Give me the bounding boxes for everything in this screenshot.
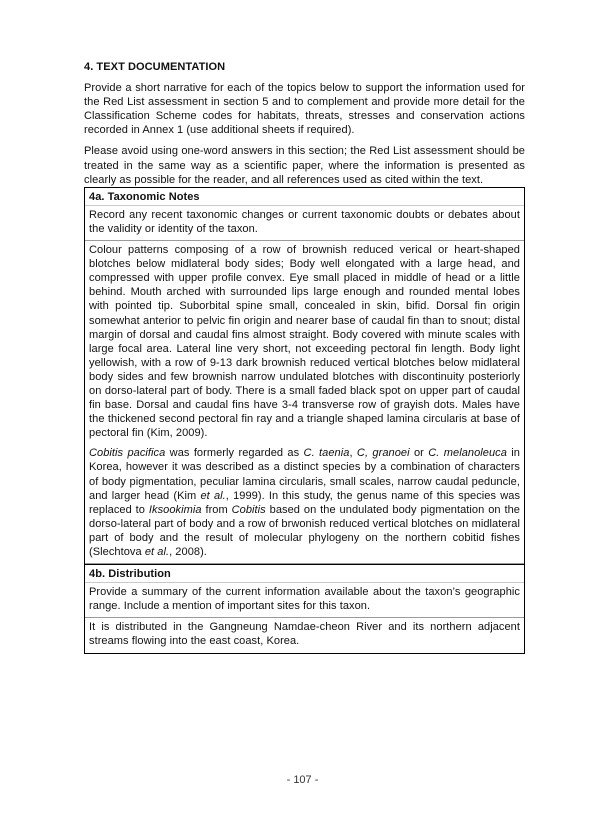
section-heading: 4. TEXT DOCUMENTATION — [84, 61, 226, 73]
italic-taxon-name: Cobitis pacifica — [89, 447, 166, 460]
distribution-instruction — [85, 583, 524, 618]
italic-taxon-name: C. taenia — [303, 447, 350, 460]
italic-taxon-name: C. melanoleuca — [428, 447, 507, 460]
history-text-run: , 2008). — [169, 546, 207, 558]
italic-taxon-name: Cobitis — [231, 503, 266, 516]
taxonomic-description: Colour patterns composing of a row of brownish reduced verical or heart-shaped blotches below midlateral body sides; Body well elongated with a large head, and compressed with upper profile convex. Eye small placed in middle of head or a little behind. Mouth arched with surrounded lips large enough and rounded mental lobes with pointed tip. Suborbital spine small, concealed in skin, bifid. Dorsal fin origin somewhat anterior to pelvic fin origin and nearer base of caudal fin than to snout; distal margin of dorsal and caudal fins almost straight. Body covered with minute scales with large focal area. Lateral line very short, not exceeding pectoral fin length. Body light yellowish, with a row of 9-13 dark brownish reduced vertical blotches below midlateral body sides and few brownish narrow undulated blotches with discontinuity posteriorly on dorso-lateral part of body. There is a small faded black spot on upper part of caudal fin base. Dorsal and caudal fins have 3-4 transverse row of grayish dots. Males have the thickened second pectoral fin ray and a triangle shaped lamina circularis at base of pectoral fin (Kim, 2009). — [89, 244, 520, 440]
italic-taxon-name: et al. — [144, 546, 170, 558]
history-text-run: , 1999). In this study, the genus name of this species was replaced to — [89, 489, 521, 516]
taxonomic-notes-answer — [85, 241, 524, 564]
history-text-run: from — [201, 503, 232, 516]
taxonomic-history — [89, 446, 520, 559]
distribution-answer — [85, 618, 524, 652]
taxonomic-instruction-text: Record any recent taxonomic changes or current taxonomic doubts or debates about the validity or identity of the taxon. — [89, 208, 520, 235]
distribution-heading: 4b. Distribution — [85, 564, 524, 583]
history-text-run: in Korea, however it was described as a distinct species by a combination of characters of body pigmentation, peculiar lamina circularis, small scales, narrow caudal peduncle, and larger head (Kim — [89, 447, 520, 502]
italic-taxon-name: et al. — [200, 489, 226, 502]
page-number: - 107 - — [286, 774, 319, 786]
italic-taxon-name: Iksookimia — [148, 503, 202, 516]
history-text-run: was formerly regarded as — [165, 447, 304, 460]
history-text-run: , — [349, 447, 357, 460]
distribution-instruction-text: Provide a summary of the current information available about the taxon’s geographic range. Include a mention of important sites for this taxon. — [89, 586, 520, 613]
italic-taxon-name: C, granoei — [356, 447, 410, 460]
documentation-table — [84, 187, 525, 654]
document-page — [84, 60, 525, 654]
history-text-run: or — [409, 447, 429, 460]
intro-paragraph-2: Please avoid using one-word answers in this section; the Red List assessment should be treated in the same way as a scientific paper, where the information is presented as clearly as possible for the reader, and all references used as cited within the text. — [84, 145, 525, 186]
taxonomic-notes-heading: 4a. Taxonomic Notes — [85, 188, 524, 206]
intro-paragraph-1: Provide a short narrative for each of the topics below to support the information used for the Red List assessment in section 5 and to complement and provide more detail for the Classification Scheme codes for habitats, threats, stresses and conservation actions recorded in Annex 1 (use additional sheets if required). — [84, 82, 525, 137]
history-text-run: based on the undulated body pigmentation on the dorso-lateral part of body and a row of brwonish reduced vertical blotches on midlateral part of body and the result of molecular phylogeny on the northern cobitid fishes (Slechtova — [89, 503, 520, 558]
distribution-answer-text: It is distributed in the Gangneung Namdae-cheon River and its northern adjacent streams flowing into the east coast, Korea. — [89, 621, 520, 648]
taxonomic-notes-instruction — [85, 206, 524, 241]
